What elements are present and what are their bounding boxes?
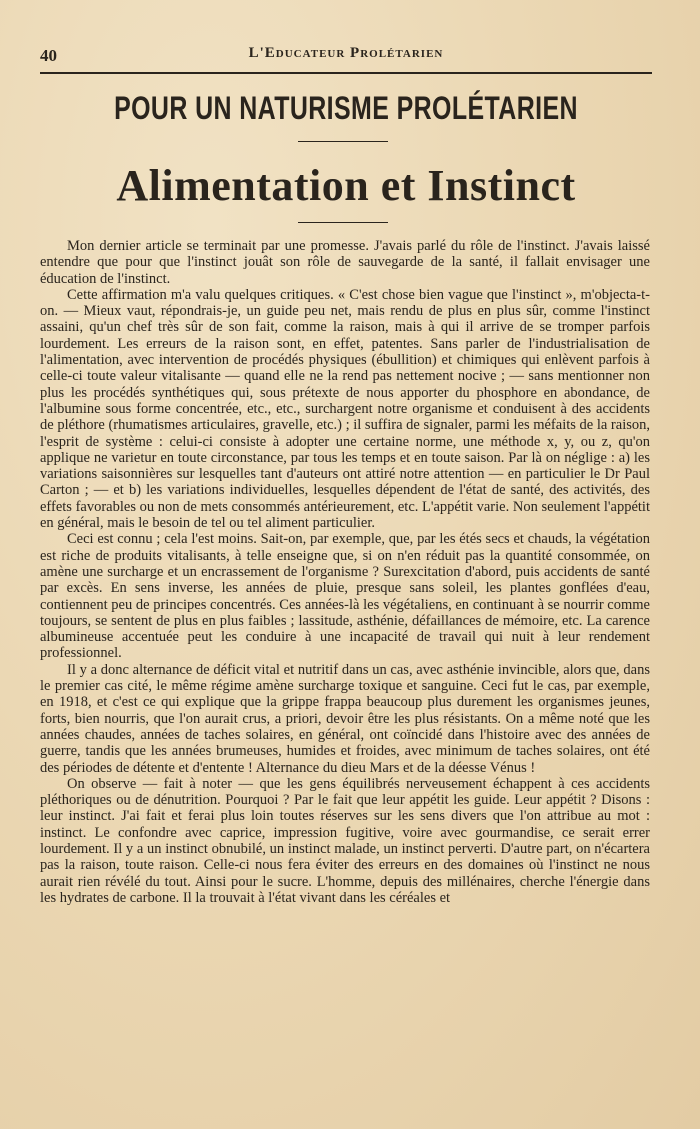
journal-title: L'Educateur Prolétarien <box>248 45 444 61</box>
title-divider-bottom <box>298 222 388 223</box>
article-body <box>40 238 650 1118</box>
article-title: Alimentation et Instinct <box>116 161 576 210</box>
paragraph: Ceci est connu ; cela l'est moins. Sait-on, par exemple, que, par les étés secs et chauds, la végétation est riche de produits vitalisants, à telle enseigne que, si on n'en réduit pas la quantité consommée, on amène une surcharge et un encrassement de l'organisme ? Surexcitation d'abord, puis accidents de santé par excès. En sens inverse, les années de pluie, presque sans soleil, les plantes gonflées d'eau, contiennent peu de principes concentrés. Ces années-là les végétaliens, en continuant à se nourrir comme toujours, se sentent de plus en plus faibles ; lassitude, asthénie, défaillances de mémoire, etc. La carence albumineuse accentuée peut les conduire à une incapacité de travail qui nuit à leur rendement professionnel. <box>40 531 650 662</box>
paragraph: Il y a donc alternance de déficit vital et nutritif dans un cas, avec asthénie invincible, alors que, dans le premier cas cité, le même régime amène surcharge toxique et sanguine. Ceci fut le cas, par exemple, en 1918, et c'est ce qui explique que la grippe frappa beaucoup plus durement les organismes jeunes, forts, bien nourris, que l'on aurait crus, a priori, devoir être les plus résistants. On a même noté que les années chaudes, années de taches solaires, en général, ont coïncidé dans l'histoire avec des années de guerre, tandis que les années brumeuses, humides et froides, avec minimum de taches solaires, ont été des périodes de détente et d'entente ! Alternance du dieu Mars et de la déesse Vénus ! <box>40 661 650 776</box>
running-header <box>40 40 652 74</box>
paragraph: Mon dernier article se terminait par une promesse. J'avais parlé du rôle de l'instinct. J'avais laissé entendre que pour que l'instinct jouât son rôle de sauvegarde de la santé, il fallait envisager une éducation de l'instinct. <box>40 238 650 287</box>
paragraph: Cette affirmation m'a valu quelques critiques. « C'est chose bien vague que l'instinct », m'objecta-t-on. — Mieux vaut, répondrais-je, un guide peu net, mais rendu de plus en plus sûr, comme l'instinct assaini, qu'un chef très sûr de son fait, comme la raison, mais à qui il arrive de se tromper parfois lourdement. Les erreurs de la raison sont, en effet, patentes. Sans parler de l'industrialisation de l'alimentation, avec intervention de procédés physiques (ébullition) et chimiques qui enlèvent parfois à celle-ci toute valeur vitalisante — quand elle ne la rend pas nettement nocive ; — sans mentionner non plus les procédés synthétiques qui, sous prétexte de nous apporter du phosphore en abondance, de l'albumine sous forme concentrée, etc., etc., surchargent notre organisme et conduisent à des accidents de pléthore (rhumatismes articulaires, gravelle, etc.) ; il suffira de signaler, parmi les méfaits de la raison, l'esprit de système : celui-ci consiste à adopter une certaine norme, une méthode x, y, ou z, qu'on applique ne varietur en toute circonstance, par tous les temps et en toute saison. Par là on néglige : a) les variations saisonnières sur lesquelles tant d'auteurs ont attiré notre attention — en particulier le Dr Paul Carton ; — et b) les variations individuelles, lesquelles dépendent de l'état de santé, des activités, des effets favorables ou non de mets consommés antérieurement, etc. L'appétit varie. Non seulement l'appétit en général, mais le besoin de tel ou tel aliment particulier. <box>40 286 650 532</box>
title-divider-top <box>298 141 388 142</box>
article-kicker: POUR UN NATURISME PROLÉTARIEN <box>114 90 578 126</box>
paragraph: On observe — fait à noter — que les gens équilibrés nerveusement échappent à ces accidents pléthoriques ou de dénutrition. Pourquoi ? Par le fait que leur appétit les guide. Leur appétit ? Disons : leur instinct. J'ai fait et ferai plus loin toutes réserves sur les sens divers que l'on attribue au mot : instinct. Le confondre avec caprice, impression fugitive, voire avec gourmandise, ce serait errer lourdement. Il y a un instinct obnubilé, un instinct malade, un instinct perverti. D'autre part, on n'écartera pas la raison, toute raison. Celle-ci nous fera éviter des erreurs en des domaines où l'instinct ne nous aurait rien révélé du tout. Ainsi pour le sucre. L'homme, depuis des millénaires, cherche l'énergie dans les hydrates de carbone. Il la trouvait à l'état vivant dans les céréales et <box>40 775 650 906</box>
page-number: 40 <box>40 46 57 65</box>
